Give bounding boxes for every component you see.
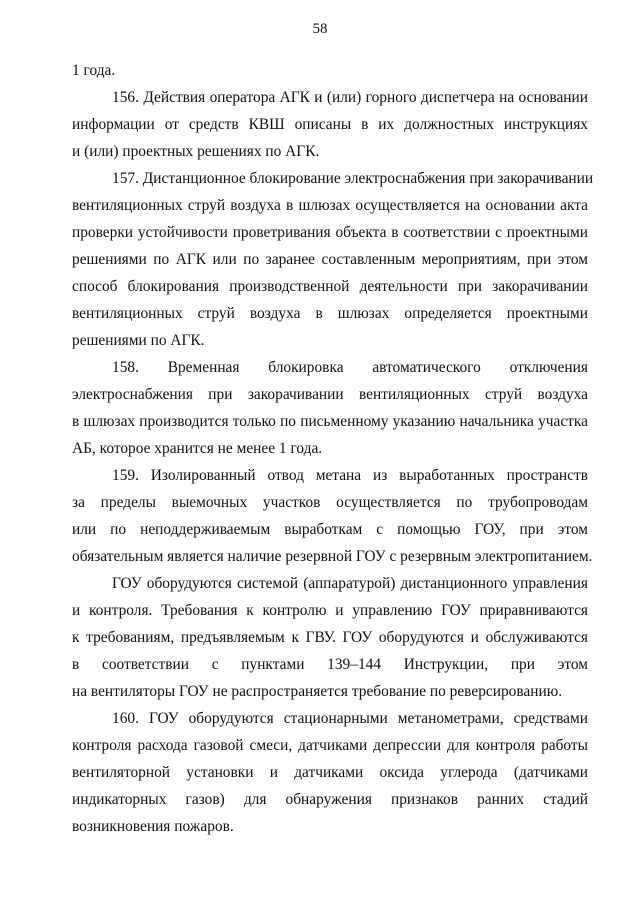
text-line: 158. Временная блокировка автоматического отключения [112,359,588,376]
text-line: и (или) проектных решениях по АГК. [72,143,320,160]
text-line: информации от средств КВШ описаны в их должностных инструкциях [72,116,588,133]
text-line: вентиляторной установки и датчиками оксида углерода (датчиками [72,764,588,781]
text-line: индикаторных газов) для обнаружения признаков ранних стадий [72,791,588,808]
text-line: 1 года. [72,62,116,79]
text-line: на вентиляторы ГОУ не распространяется требование по реверсированию. [72,683,563,700]
text-line: ГОУ оборудуются системой (аппаратурой) дистанционного управления [112,575,588,592]
text-line: в соответствии с пунктами 139–144 Инструкции, при этом [72,656,588,673]
text-line: 156. Действия оператора АГК и (или) горного диспетчера на основании [112,89,588,106]
text-line: контроля расхода газовой смеси, датчиками депрессии для контроля работы [72,737,588,754]
text-line: в шлюзах производится только по письменному указанию начальника участка [72,413,588,430]
text-line: вентиляционных струй воздуха в шлюзах осуществляется на основании акта [72,197,588,214]
text-line: и контроля. Требования к контролю и управлению ГОУ приравниваются [72,602,588,619]
text-line: АБ, которое хранится не менее 1 года. [72,440,323,457]
text-line: проверки устойчивости проветривания объекта в соответствии с проектными [72,224,588,241]
page-number: 58 [312,21,328,37]
text-line: 160. ГОУ оборудуются стационарными метанометрами, средствами [112,710,588,727]
text-line: способ блокирования производственной деятельности при закорачивании [72,278,588,295]
text-line: обязательным является наличие резервной ГОУ с резервным электропитанием. [72,548,593,565]
text-line: к требованиям, предъявляемым к ГВУ. ГОУ оборудуются и обслуживаются [72,629,588,646]
text-line: решениями по АГК или по заранее составленным мероприятиям, при этом [72,251,588,268]
text-line: возникновения пожаров. [72,818,234,835]
text-line: или по неподдерживаемым выработкам с помощью ГОУ, при этом [72,521,588,538]
text-line: 159. Изолированный отвод метана из выработанных пространств [112,467,588,484]
text-line: вентиляционных струй воздуха в шлюзах определяется проектными [72,305,588,322]
text-line: за пределы выемочных участков осуществляется по трубопроводам [72,494,588,511]
text-line: 157. Дистанционное блокирование электроснабжения при закорачивании [112,170,594,187]
text-line: электроснабжения при закорачивании вентиляционных струй воздуха [72,386,588,403]
text-line: решениями по АГК. [72,332,205,349]
